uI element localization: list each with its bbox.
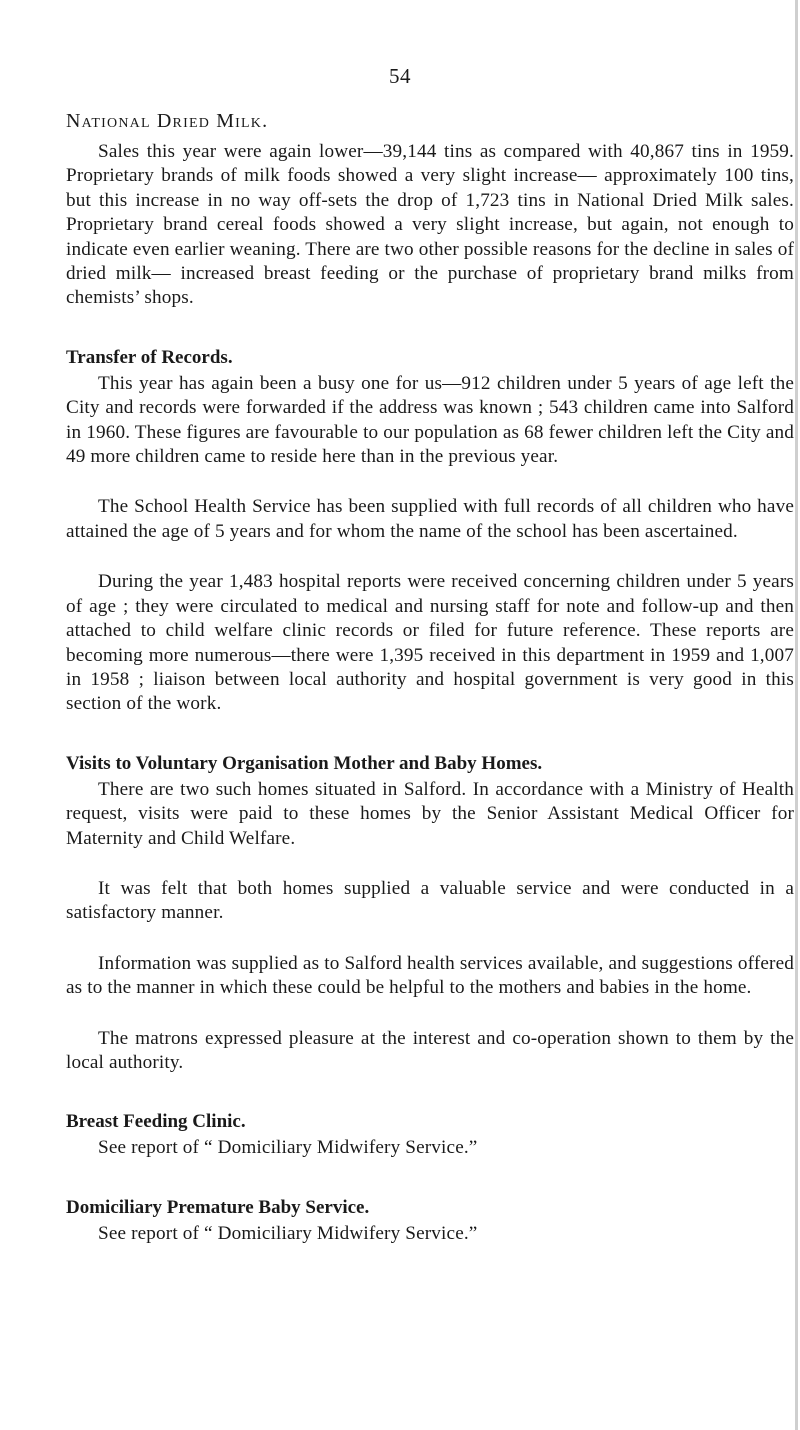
section-breast-feeding-clinic [66, 1109, 794, 1160]
section-heading: Breast Feeding Clinic. [66, 1111, 246, 1133]
paragraph: Information was supplied as to Salford health services available, and suggestions offered as to the manner in which these could be helpful to the mothers and babies in the home. [66, 952, 794, 999]
section-transfer-of-records [66, 345, 794, 717]
page-edge-shadow [795, 0, 798, 1430]
section-heading: Visits to Voluntary Organisation Mother and Baby Homes. [66, 752, 543, 774]
paragraph: There are two such homes situated in Salford. In accordance with a Ministry of Health request, visits were paid to these homes by the Senior Assistant Medical Officer for Maternity and Child Welfare. [66, 778, 794, 849]
paragraph: It was felt that both homes supplied a valuable service and were conducted in a satisfactory manner. [66, 877, 794, 924]
paragraph: Sales this year were again lower—39,144 tins as compared with 40,867 tins in 1959. Proprietary brands of milk foods showed a very slight increase— approximately 100 tins, but this increase in no way off-sets the drop of 1,723 tins in National Dried Milk sales. Proprietary brand cereal foods showed a very slight increase, but again, not enough to indicate even earlier weaning. There are two other possible reasons for the decline in sales of dried milk— increased breast feeding or the purchase of proprietary brand milks from chemists’ shops. [66, 141, 794, 309]
paragraph: This year has again been a busy one for us—912 children under 5 years of age left the City and records were forwarded if the address was known ; 543 children came into Salford in 1960. These figures are favourable to our population as 68 fewer children left the City and 49 more children came to reside here than in the previous year. [66, 372, 794, 468]
section-heading: National Dried Milk. [66, 110, 269, 132]
paragraph: See report of “ Domiciliary Midwifery Service.” [98, 1222, 478, 1244]
paragraph: The matrons expressed pleasure at the interest and co-operation shown to them by the local authority. [66, 1027, 794, 1073]
section-premature-baby-service [66, 1195, 794, 1246]
section-heading: Domiciliary Premature Baby Service. [66, 1196, 370, 1218]
page-number: 54 [389, 64, 411, 88]
paragraph: See report of “ Domiciliary Midwifery Service.” [98, 1137, 478, 1159]
section-mother-and-baby-homes [66, 751, 794, 1076]
paragraph: The School Health Service has been supplied with full records of all children who have attained the age of 5 years and for whom the name of the school has been ascertained. [66, 496, 794, 542]
section-heading: Transfer of Records. [66, 346, 233, 368]
page-content [66, 108, 794, 1280]
paragraph: During the year 1,483 hospital reports were received concerning children under 5 years of age ; they were circulated to medical and nursing staff for note and follow-up and then attached to child welfare clinic records or filed for future reference. These reports are becoming more numerous—there were 1,395 received in this department in 1959 and 1,007 in 1958 ; liaison between local authority and hospital government is very good in this section of the work. [66, 571, 794, 715]
section-national-dried-milk [66, 108, 794, 311]
